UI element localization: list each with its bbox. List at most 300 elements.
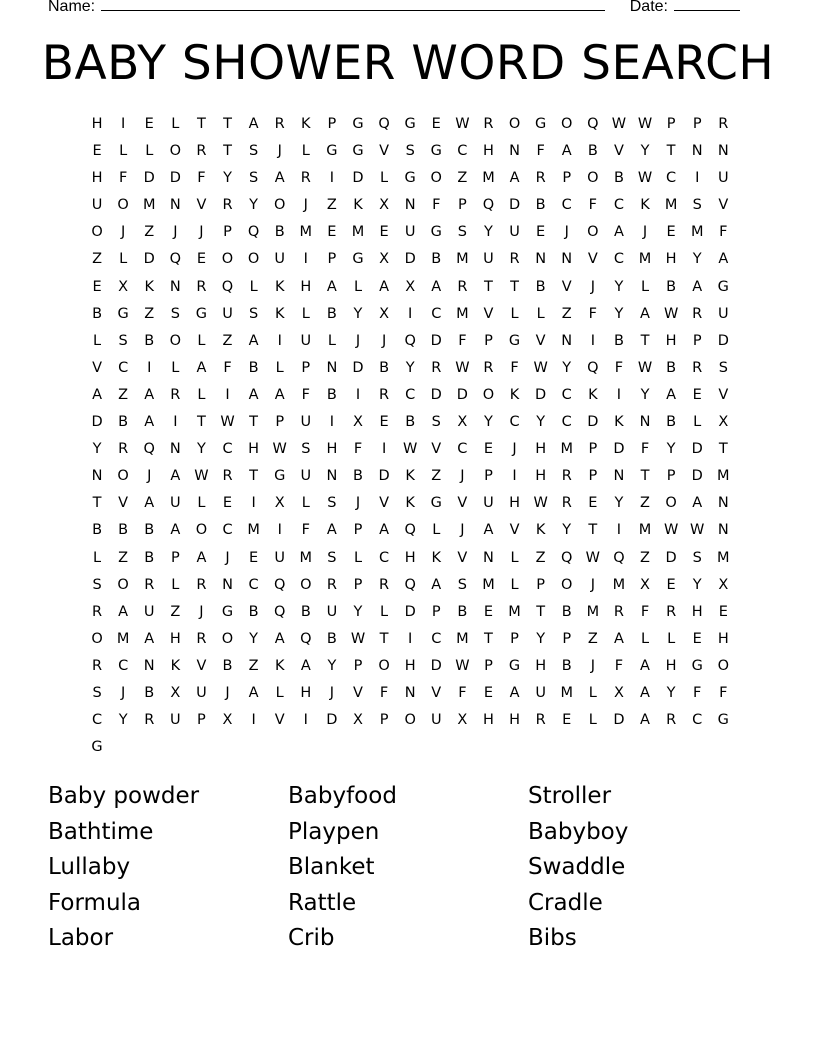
grid-cell[interactable]: N xyxy=(717,495,729,512)
grid-cell[interactable]: W xyxy=(533,359,548,376)
grid-cell[interactable]: V xyxy=(379,143,390,160)
grid-cell[interactable]: H xyxy=(169,630,181,647)
grid-cell[interactable]: L xyxy=(171,359,180,376)
grid-cell[interactable]: B xyxy=(431,251,442,268)
grid-cell[interactable]: A xyxy=(248,116,259,132)
grid-cell[interactable]: O xyxy=(195,522,208,539)
grid-cell[interactable]: B xyxy=(666,278,677,295)
grid-cell[interactable]: O xyxy=(117,197,129,214)
grid-cell[interactable]: P xyxy=(379,712,389,729)
grid-cell[interactable]: D xyxy=(717,332,729,349)
grid-cell[interactable]: R xyxy=(196,278,207,295)
grid-cell[interactable]: L xyxy=(119,251,128,268)
grid-cell[interactable]: L xyxy=(301,143,310,160)
grid-cell[interactable]: W xyxy=(585,549,600,566)
grid-cell[interactable]: U xyxy=(274,549,286,566)
grid-cell[interactable]: U xyxy=(404,224,416,241)
grid-cell[interactable]: C xyxy=(222,522,233,539)
grid-cell[interactable]: G xyxy=(195,305,208,322)
grid-cell[interactable]: H xyxy=(717,630,729,647)
grid-cell[interactable]: M xyxy=(560,441,573,458)
grid-cell[interactable]: N xyxy=(483,549,494,566)
grid-cell[interactable]: O xyxy=(221,251,234,268)
grid-cell[interactable]: S xyxy=(92,576,102,593)
grid-cell[interactable]: Z xyxy=(640,495,650,512)
grid-cell[interactable]: R xyxy=(483,116,494,132)
grid-cell[interactable]: B xyxy=(561,603,572,620)
grid-cell[interactable]: D xyxy=(430,332,442,349)
grid-cell[interactable]: W xyxy=(637,170,653,187)
grid-cell[interactable]: Z xyxy=(587,630,598,647)
grid-cell[interactable]: J xyxy=(355,495,361,512)
grid-cell[interactable]: N xyxy=(561,251,573,268)
grid-cell[interactable]: U xyxy=(483,495,494,512)
grid-cell[interactable]: L xyxy=(353,278,363,295)
grid-cell[interactable]: Y xyxy=(614,278,624,295)
grid-cell[interactable]: A xyxy=(640,712,650,729)
grid-cell[interactable]: B xyxy=(144,332,155,349)
grid-cell[interactable]: Y xyxy=(692,576,702,593)
grid-cell[interactable]: A xyxy=(431,576,442,593)
grid-cell[interactable]: R xyxy=(300,170,311,187)
grid-cell[interactable]: M xyxy=(717,468,730,485)
grid-cell[interactable]: J xyxy=(642,224,648,241)
grid-cell[interactable]: F xyxy=(458,684,467,701)
grid-cell[interactable]: R xyxy=(666,603,677,620)
grid-cell[interactable]: A xyxy=(613,630,624,647)
grid-cell[interactable]: K xyxy=(144,278,154,295)
grid-cell[interactable]: H xyxy=(665,332,677,349)
grid-cell[interactable]: C xyxy=(222,441,233,458)
grid-cell[interactable]: S xyxy=(327,495,337,512)
grid-cell[interactable]: K xyxy=(640,197,650,214)
grid-cell[interactable]: A xyxy=(274,170,285,187)
grid-cell[interactable]: A xyxy=(196,359,207,376)
grid-cell[interactable]: R xyxy=(509,251,520,268)
grid-cell[interactable]: P xyxy=(536,576,546,593)
grid-cell[interactable]: O xyxy=(91,224,103,241)
grid-cell[interactable]: H xyxy=(535,441,547,458)
grid-cell[interactable]: Z xyxy=(170,603,181,620)
grid-cell[interactable]: B xyxy=(300,603,311,620)
grid-cell[interactable]: A xyxy=(248,386,259,403)
grid-cell[interactable]: T xyxy=(196,414,206,431)
grid-cell[interactable]: A xyxy=(718,251,729,268)
grid-cell[interactable]: F xyxy=(719,224,728,241)
grid-cell[interactable]: P xyxy=(692,116,702,132)
grid-cell[interactable]: N xyxy=(222,576,233,593)
grid-cell[interactable]: F xyxy=(588,305,597,322)
grid-cell[interactable]: D xyxy=(91,414,103,431)
grid-cell[interactable]: A xyxy=(561,143,572,160)
grid-cell[interactable]: E xyxy=(562,712,572,729)
grid-cell[interactable]: R xyxy=(457,278,468,295)
grid-cell[interactable]: J xyxy=(512,441,517,458)
grid-cell[interactable]: J xyxy=(590,278,595,295)
grid-cell[interactable]: G xyxy=(352,143,364,160)
grid-cell[interactable]: G xyxy=(430,495,442,512)
grid-cell[interactable]: Z xyxy=(144,224,155,241)
grid-cell[interactable]: W xyxy=(455,657,470,674)
grid-cell[interactable]: C xyxy=(379,549,390,566)
grid-cell[interactable]: Z xyxy=(431,468,442,485)
grid-cell[interactable]: O xyxy=(247,251,260,268)
grid-cell[interactable]: A xyxy=(144,630,155,647)
grid-cell[interactable]: A xyxy=(431,278,442,295)
grid-cell[interactable]: R xyxy=(561,495,572,512)
grid-cell[interactable]: M xyxy=(664,197,678,214)
grid-cell[interactable]: J xyxy=(381,332,387,349)
grid-cell[interactable]: K xyxy=(274,657,285,674)
grid-cell[interactable]: E xyxy=(483,684,494,701)
grid-cell[interactable]: J xyxy=(147,468,152,485)
grid-cell[interactable]: G xyxy=(221,603,234,620)
grid-cell[interactable]: F xyxy=(353,441,363,458)
grid-cell[interactable]: L xyxy=(301,495,310,512)
grid-cell[interactable]: Y xyxy=(249,630,259,647)
grid-cell[interactable]: D xyxy=(404,251,416,268)
grid-cell[interactable]: E xyxy=(222,495,233,512)
grid-cell[interactable]: T xyxy=(249,468,259,485)
grid-cell[interactable]: V xyxy=(92,359,102,376)
grid-cell[interactable]: W xyxy=(220,414,235,431)
grid-cell[interactable]: K xyxy=(588,386,598,403)
grid-cell[interactable]: U xyxy=(509,224,520,241)
grid-cell[interactable]: X xyxy=(170,684,181,701)
grid-cell[interactable]: M xyxy=(456,251,469,268)
grid-cell[interactable]: P xyxy=(197,712,206,729)
grid-cell[interactable]: V xyxy=(379,495,390,512)
grid-cell[interactable]: G xyxy=(430,143,442,160)
grid-cell[interactable]: B xyxy=(118,414,129,431)
grid-cell[interactable]: S xyxy=(327,549,337,566)
grid-cell[interactable]: V xyxy=(509,522,520,539)
grid-cell[interactable]: V xyxy=(561,278,572,295)
grid-cell[interactable]: R xyxy=(561,468,572,485)
grid-cell[interactable]: Q xyxy=(273,576,286,593)
grid-cell[interactable]: J xyxy=(173,224,178,241)
grid-cell[interactable]: J xyxy=(329,684,335,701)
grid-cell[interactable]: H xyxy=(509,495,520,512)
grid-cell[interactable]: N xyxy=(691,143,703,160)
grid-cell[interactable]: X xyxy=(613,684,624,701)
grid-cell[interactable]: F xyxy=(614,359,624,376)
grid-cell[interactable]: F xyxy=(510,359,519,376)
grid-cell[interactable]: N xyxy=(169,197,181,214)
grid-cell[interactable]: Y xyxy=(118,712,128,729)
grid-cell[interactable]: I xyxy=(408,305,413,322)
grid-cell[interactable]: F xyxy=(458,332,467,349)
grid-cell[interactable]: A xyxy=(640,305,650,322)
grid-cell[interactable]: L xyxy=(510,305,519,322)
grid-cell[interactable]: A xyxy=(144,495,155,512)
grid-cell[interactable]: A xyxy=(118,603,129,620)
grid-cell[interactable]: B xyxy=(92,305,103,322)
grid-cell[interactable]: A xyxy=(248,684,259,701)
grid-cell[interactable]: I xyxy=(616,522,622,539)
grid-cell[interactable]: K xyxy=(431,549,442,566)
grid-cell[interactable]: O xyxy=(169,332,182,349)
grid-cell[interactable]: E xyxy=(536,224,546,241)
grid-cell[interactable]: H xyxy=(509,712,520,729)
grid-cell[interactable]: U xyxy=(717,305,729,322)
grid-cell[interactable]: M xyxy=(612,576,626,593)
grid-cell[interactable]: E xyxy=(483,441,494,458)
grid-cell[interactable]: E xyxy=(196,251,206,268)
grid-cell[interactable]: P xyxy=(431,603,441,620)
grid-cell[interactable]: Q xyxy=(378,116,390,132)
grid-cell[interactable]: B xyxy=(613,170,624,187)
grid-cell[interactable]: Y xyxy=(327,657,337,674)
grid-cell[interactable]: Z xyxy=(92,251,103,268)
grid-cell[interactable]: A xyxy=(666,386,677,403)
grid-cell[interactable]: K xyxy=(405,495,415,512)
grid-cell[interactable]: W xyxy=(690,522,705,539)
grid-cell[interactable]: P xyxy=(562,170,572,187)
grid-cell[interactable]: L xyxy=(197,495,206,512)
grid-cell[interactable]: H xyxy=(535,657,547,674)
grid-cell[interactable]: N xyxy=(561,332,573,349)
grid-cell[interactable]: L xyxy=(249,278,258,295)
grid-cell[interactable]: Z xyxy=(561,305,572,322)
grid-cell[interactable]: M xyxy=(116,630,130,647)
grid-cell[interactable]: G xyxy=(430,224,442,241)
grid-cell[interactable]: C xyxy=(118,359,129,376)
grid-cell[interactable]: L xyxy=(197,332,206,349)
grid-cell[interactable]: G xyxy=(535,116,547,132)
grid-cell[interactable]: D xyxy=(404,603,416,620)
grid-cell[interactable]: P xyxy=(692,332,702,349)
grid-cell[interactable]: Y xyxy=(92,441,102,458)
grid-cell[interactable]: W xyxy=(533,495,548,512)
grid-cell[interactable]: C xyxy=(561,414,572,431)
grid-cell[interactable]: C xyxy=(613,251,624,268)
grid-cell[interactable]: U xyxy=(300,468,312,485)
grid-cell[interactable]: M xyxy=(456,630,469,647)
grid-cell[interactable]: E xyxy=(249,549,259,566)
grid-cell[interactable]: X xyxy=(640,576,650,593)
grid-cell[interactable]: U xyxy=(300,332,312,349)
grid-cell[interactable]: W xyxy=(350,630,366,647)
grid-cell[interactable]: I xyxy=(121,116,126,132)
grid-cell[interactable]: O xyxy=(378,657,390,674)
grid-cell[interactable]: G xyxy=(404,170,416,187)
grid-cell[interactable]: J xyxy=(199,224,204,241)
grid-cell[interactable]: D xyxy=(456,386,468,403)
grid-cell[interactable]: C xyxy=(457,441,468,458)
grid-cell[interactable]: S xyxy=(457,224,467,241)
grid-cell[interactable]: K xyxy=(405,468,415,485)
grid-cell[interactable]: F xyxy=(536,143,545,160)
grid-cell[interactable]: L xyxy=(693,414,702,431)
grid-cell[interactable]: V xyxy=(353,684,363,701)
grid-cell[interactable]: Q xyxy=(587,116,599,132)
grid-cell[interactable]: F xyxy=(719,684,728,701)
grid-cell[interactable]: T xyxy=(640,332,650,349)
grid-cell[interactable]: I xyxy=(225,386,230,403)
grid-cell[interactable]: U xyxy=(326,603,338,620)
grid-cell[interactable]: C xyxy=(405,386,416,403)
grid-cell[interactable]: B xyxy=(666,414,677,431)
grid-cell[interactable]: M xyxy=(299,224,313,241)
grid-cell[interactable]: K xyxy=(509,386,520,403)
grid-cell[interactable]: A xyxy=(144,386,155,403)
grid-cell[interactable]: L xyxy=(93,549,102,566)
grid-cell[interactable]: I xyxy=(695,170,700,187)
grid-cell[interactable]: D xyxy=(326,712,338,729)
grid-cell[interactable]: W xyxy=(611,116,627,132)
grid-cell[interactable]: T xyxy=(718,441,728,458)
grid-cell[interactable]: B xyxy=(535,278,546,295)
grid-cell[interactable]: T xyxy=(484,630,493,647)
grid-cell[interactable]: I xyxy=(355,386,361,403)
grid-cell[interactable]: L xyxy=(327,332,336,349)
grid-cell[interactable]: A xyxy=(509,684,520,701)
grid-cell[interactable]: C xyxy=(431,305,442,322)
grid-cell[interactable]: Q xyxy=(587,359,599,376)
grid-cell[interactable]: N xyxy=(613,468,625,485)
grid-cell[interactable]: C xyxy=(561,197,572,214)
grid-cell[interactable]: O xyxy=(404,712,416,729)
grid-cell[interactable]: B xyxy=(666,359,677,376)
grid-cell[interactable]: S xyxy=(249,305,259,322)
grid-cell[interactable]: N xyxy=(326,468,338,485)
grid-cell[interactable]: Q xyxy=(273,603,286,620)
grid-cell[interactable]: X xyxy=(353,712,363,729)
grid-cell[interactable]: B xyxy=(561,657,572,674)
grid-cell[interactable]: P xyxy=(457,197,467,214)
grid-cell[interactable]: E xyxy=(431,116,441,132)
grid-cell[interactable]: N xyxy=(169,278,181,295)
grid-cell[interactable]: V xyxy=(196,197,207,214)
grid-cell[interactable]: B xyxy=(248,603,259,620)
grid-cell[interactable]: Y xyxy=(405,359,415,376)
grid-cell[interactable]: B xyxy=(535,197,546,214)
grid-cell[interactable]: S xyxy=(457,576,467,593)
grid-cell[interactable]: T xyxy=(510,278,519,295)
grid-cell[interactable]: R xyxy=(144,712,155,729)
grid-cell[interactable]: C xyxy=(692,712,703,729)
grid-cell[interactable]: I xyxy=(329,170,335,187)
grid-cell[interactable]: P xyxy=(666,468,676,485)
grid-cell[interactable]: P xyxy=(562,630,572,647)
grid-cell[interactable]: K xyxy=(274,278,285,295)
grid-cell[interactable]: M xyxy=(638,522,652,539)
grid-cell[interactable]: N xyxy=(404,197,416,214)
grid-cell[interactable]: O xyxy=(665,495,677,512)
grid-cell[interactable]: N xyxy=(717,522,729,539)
grid-cell[interactable]: T xyxy=(223,116,232,132)
grid-cell[interactable]: A xyxy=(274,630,285,647)
grid-cell[interactable]: I xyxy=(303,712,308,729)
grid-cell[interactable]: Q xyxy=(613,549,625,566)
grid-cell[interactable]: U xyxy=(300,414,312,431)
grid-cell[interactable]: F xyxy=(301,386,310,403)
grid-cell[interactable]: N xyxy=(91,468,103,485)
grid-cell[interactable]: F xyxy=(223,359,232,376)
grid-cell[interactable]: A xyxy=(170,468,181,485)
grid-cell[interactable]: H xyxy=(535,468,547,485)
grid-cell[interactable]: I xyxy=(251,712,256,729)
grid-cell[interactable]: K xyxy=(170,657,181,674)
grid-cell[interactable]: I xyxy=(277,522,282,539)
grid-cell[interactable]: A xyxy=(170,522,181,539)
grid-cell[interactable]: S xyxy=(431,414,441,431)
grid-cell[interactable]: A xyxy=(92,386,102,403)
grid-cell[interactable]: J xyxy=(590,657,595,674)
grid-cell[interactable]: T xyxy=(196,116,206,132)
grid-cell[interactable]: M xyxy=(482,170,495,187)
grid-cell[interactable]: A xyxy=(692,495,703,512)
grid-cell[interactable]: E xyxy=(666,576,676,593)
grid-cell[interactable]: H xyxy=(665,251,677,268)
grid-cell[interactable]: R xyxy=(222,468,233,485)
grid-cell[interactable]: S xyxy=(249,170,259,187)
grid-cell[interactable]: V xyxy=(718,386,729,403)
grid-cell[interactable]: Q xyxy=(404,522,416,539)
grid-cell[interactable]: N xyxy=(717,143,729,160)
grid-cell[interactable]: X xyxy=(118,278,129,295)
grid-cell[interactable]: L xyxy=(640,630,650,647)
grid-cell[interactable]: U xyxy=(717,170,729,187)
grid-cell[interactable]: Y xyxy=(614,305,624,322)
grid-cell[interactable]: X xyxy=(405,278,416,295)
grid-cell[interactable]: J xyxy=(199,603,204,620)
grid-cell[interactable]: B xyxy=(274,224,285,241)
grid-cell[interactable]: U xyxy=(430,712,442,729)
grid-cell[interactable]: O xyxy=(508,116,521,132)
grid-cell[interactable]: H xyxy=(300,684,312,701)
grid-cell[interactable]: W xyxy=(663,522,679,539)
grid-cell[interactable]: R xyxy=(222,197,233,214)
grid-cell[interactable]: I xyxy=(173,414,178,431)
grid-cell[interactable]: T xyxy=(223,143,232,160)
grid-cell[interactable]: P xyxy=(223,224,232,241)
grid-cell[interactable]: X xyxy=(718,576,729,593)
grid-cell[interactable]: C xyxy=(248,576,259,593)
grid-cell[interactable]: K xyxy=(535,522,546,539)
grid-cell[interactable]: L xyxy=(380,603,389,620)
grid-cell[interactable]: L xyxy=(536,305,545,322)
grid-cell[interactable]: H xyxy=(665,657,677,674)
grid-cell[interactable]: R xyxy=(92,657,103,674)
grid-cell[interactable]: B xyxy=(222,657,233,674)
grid-cell[interactable]: L xyxy=(171,576,180,593)
grid-cell[interactable]: B xyxy=(326,305,337,322)
date-blank-line[interactable] xyxy=(674,0,740,11)
grid-cell[interactable]: H xyxy=(326,441,338,458)
grid-cell[interactable]: G xyxy=(717,278,729,295)
grid-cell[interactable]: X xyxy=(379,197,390,214)
grid-cell[interactable]: T xyxy=(92,495,102,512)
grid-cell[interactable]: L xyxy=(275,359,284,376)
grid-cell[interactable]: Y xyxy=(353,305,363,322)
grid-cell[interactable]: O xyxy=(169,143,182,160)
grid-cell[interactable]: R xyxy=(718,116,729,132)
grid-cell[interactable]: Z xyxy=(326,197,337,214)
grid-cell[interactable]: O xyxy=(117,468,129,485)
grid-cell[interactable]: R xyxy=(692,359,703,376)
grid-cell[interactable]: M xyxy=(560,684,573,701)
grid-cell[interactable]: G xyxy=(508,332,521,349)
grid-cell[interactable]: S xyxy=(249,143,259,160)
grid-cell[interactable]: A xyxy=(613,224,624,241)
grid-cell[interactable]: U xyxy=(222,305,233,322)
grid-cell[interactable]: L xyxy=(432,522,441,539)
grid-cell[interactable]: C xyxy=(613,197,624,214)
grid-cell[interactable]: E xyxy=(92,278,102,295)
grid-cell[interactable]: M xyxy=(482,576,495,593)
